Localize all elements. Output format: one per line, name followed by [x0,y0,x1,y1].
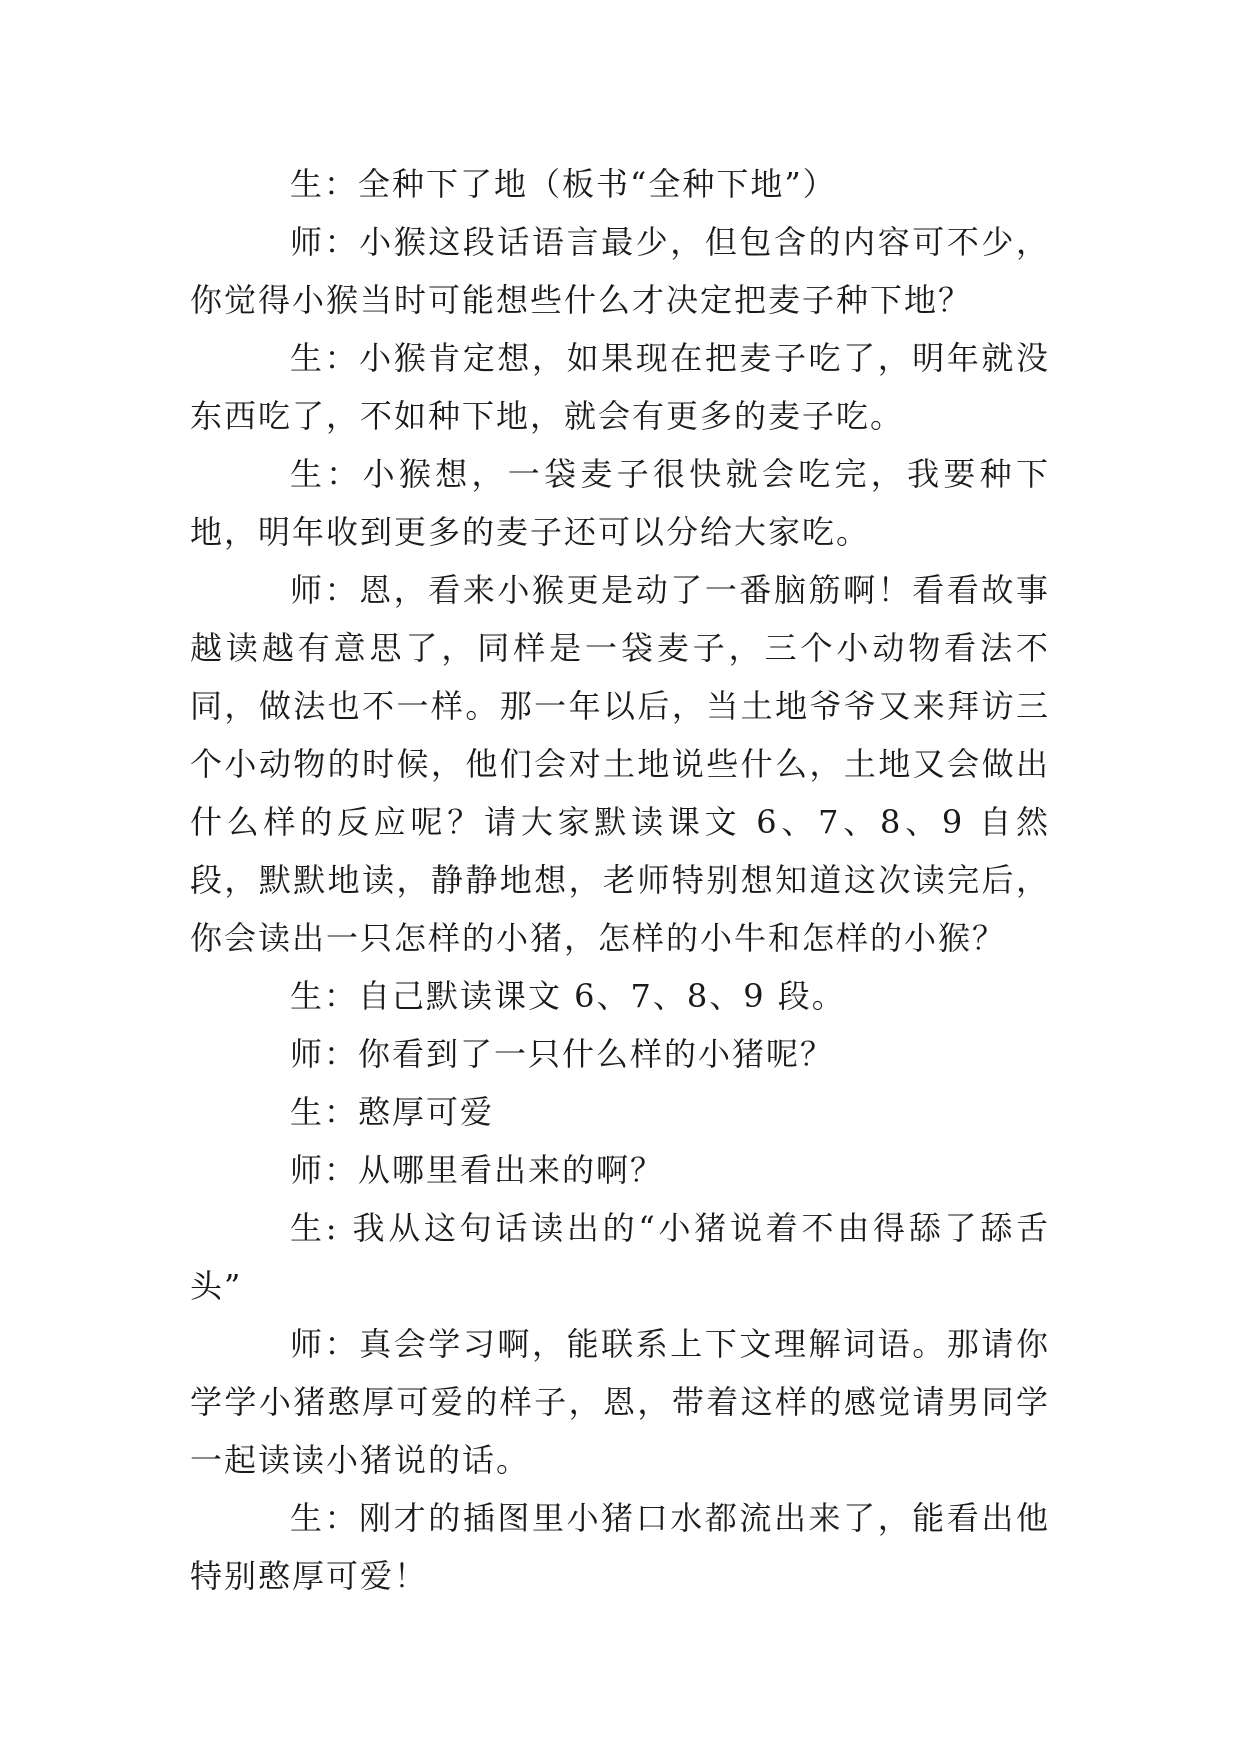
paragraph-5: 师：恩，看来小猴更是动了一番脑筋啊！看看故事越读越有意思了，同样是一袋麦子，三个小动物看法不同，做法也不一样。那一年以后，当土地爷爷又来拜访三个小动物的时候，他们会对土地说些什么，土地又会做出什么样的反应呢？请大家默读课文 6、7、8、9 自然段，默默地读，静静地想，老师特别想知道这次读完后，你会读出一只怎样的小猪，怎样的小牛和怎样的小猴？ [190,571,1050,957]
paragraph-9: 师：从哪里看出来的啊？ [290,1151,665,1189]
paragraph-6: 生：自己默读课文 6、7、8、9 段。 [290,977,846,1015]
paragraph-12: 生：刚才的插图里小猪口水都流出来了，能看出他特别憨厚可爱！ [190,1499,1050,1595]
paragraph-1: 生：全种下了地（板书“全种下地”） [290,165,837,203]
paragraph-3: 生：小猴肯定想，如果现在把麦子吃了，明年就没东西吃了，不如种下地，就会有更多的麦子吃。 [190,339,1050,435]
paragraph-4: 生：小猴想，一袋麦子很快就会吃完，我要种下地，明年收到更多的麦子还可以分给大家吃。 [190,455,1050,551]
paragraph-7: 师：你看到了一只什么样的小猪呢？ [290,1035,835,1073]
paragraph-11: 师：真会学习啊，能联系上下文理解词语。那请你学学小猪憨厚可爱的样子，恩，带着这样的感觉请男同学一起读读小猪说的话。 [190,1325,1050,1479]
document-body [190,155,1050,1605]
paragraph-8: 生：憨厚可爱 [290,1093,495,1131]
paragraph-2: 师：小猴这段话语言最少，但包含的内容可不少，你觉得小猴当时可能想些什么才决定把麦子种下地？ [190,223,1050,319]
paragraph-10: 生: 我从这句话读出的“小猪说着不由得舔了舔舌头” [190,1209,1050,1305]
